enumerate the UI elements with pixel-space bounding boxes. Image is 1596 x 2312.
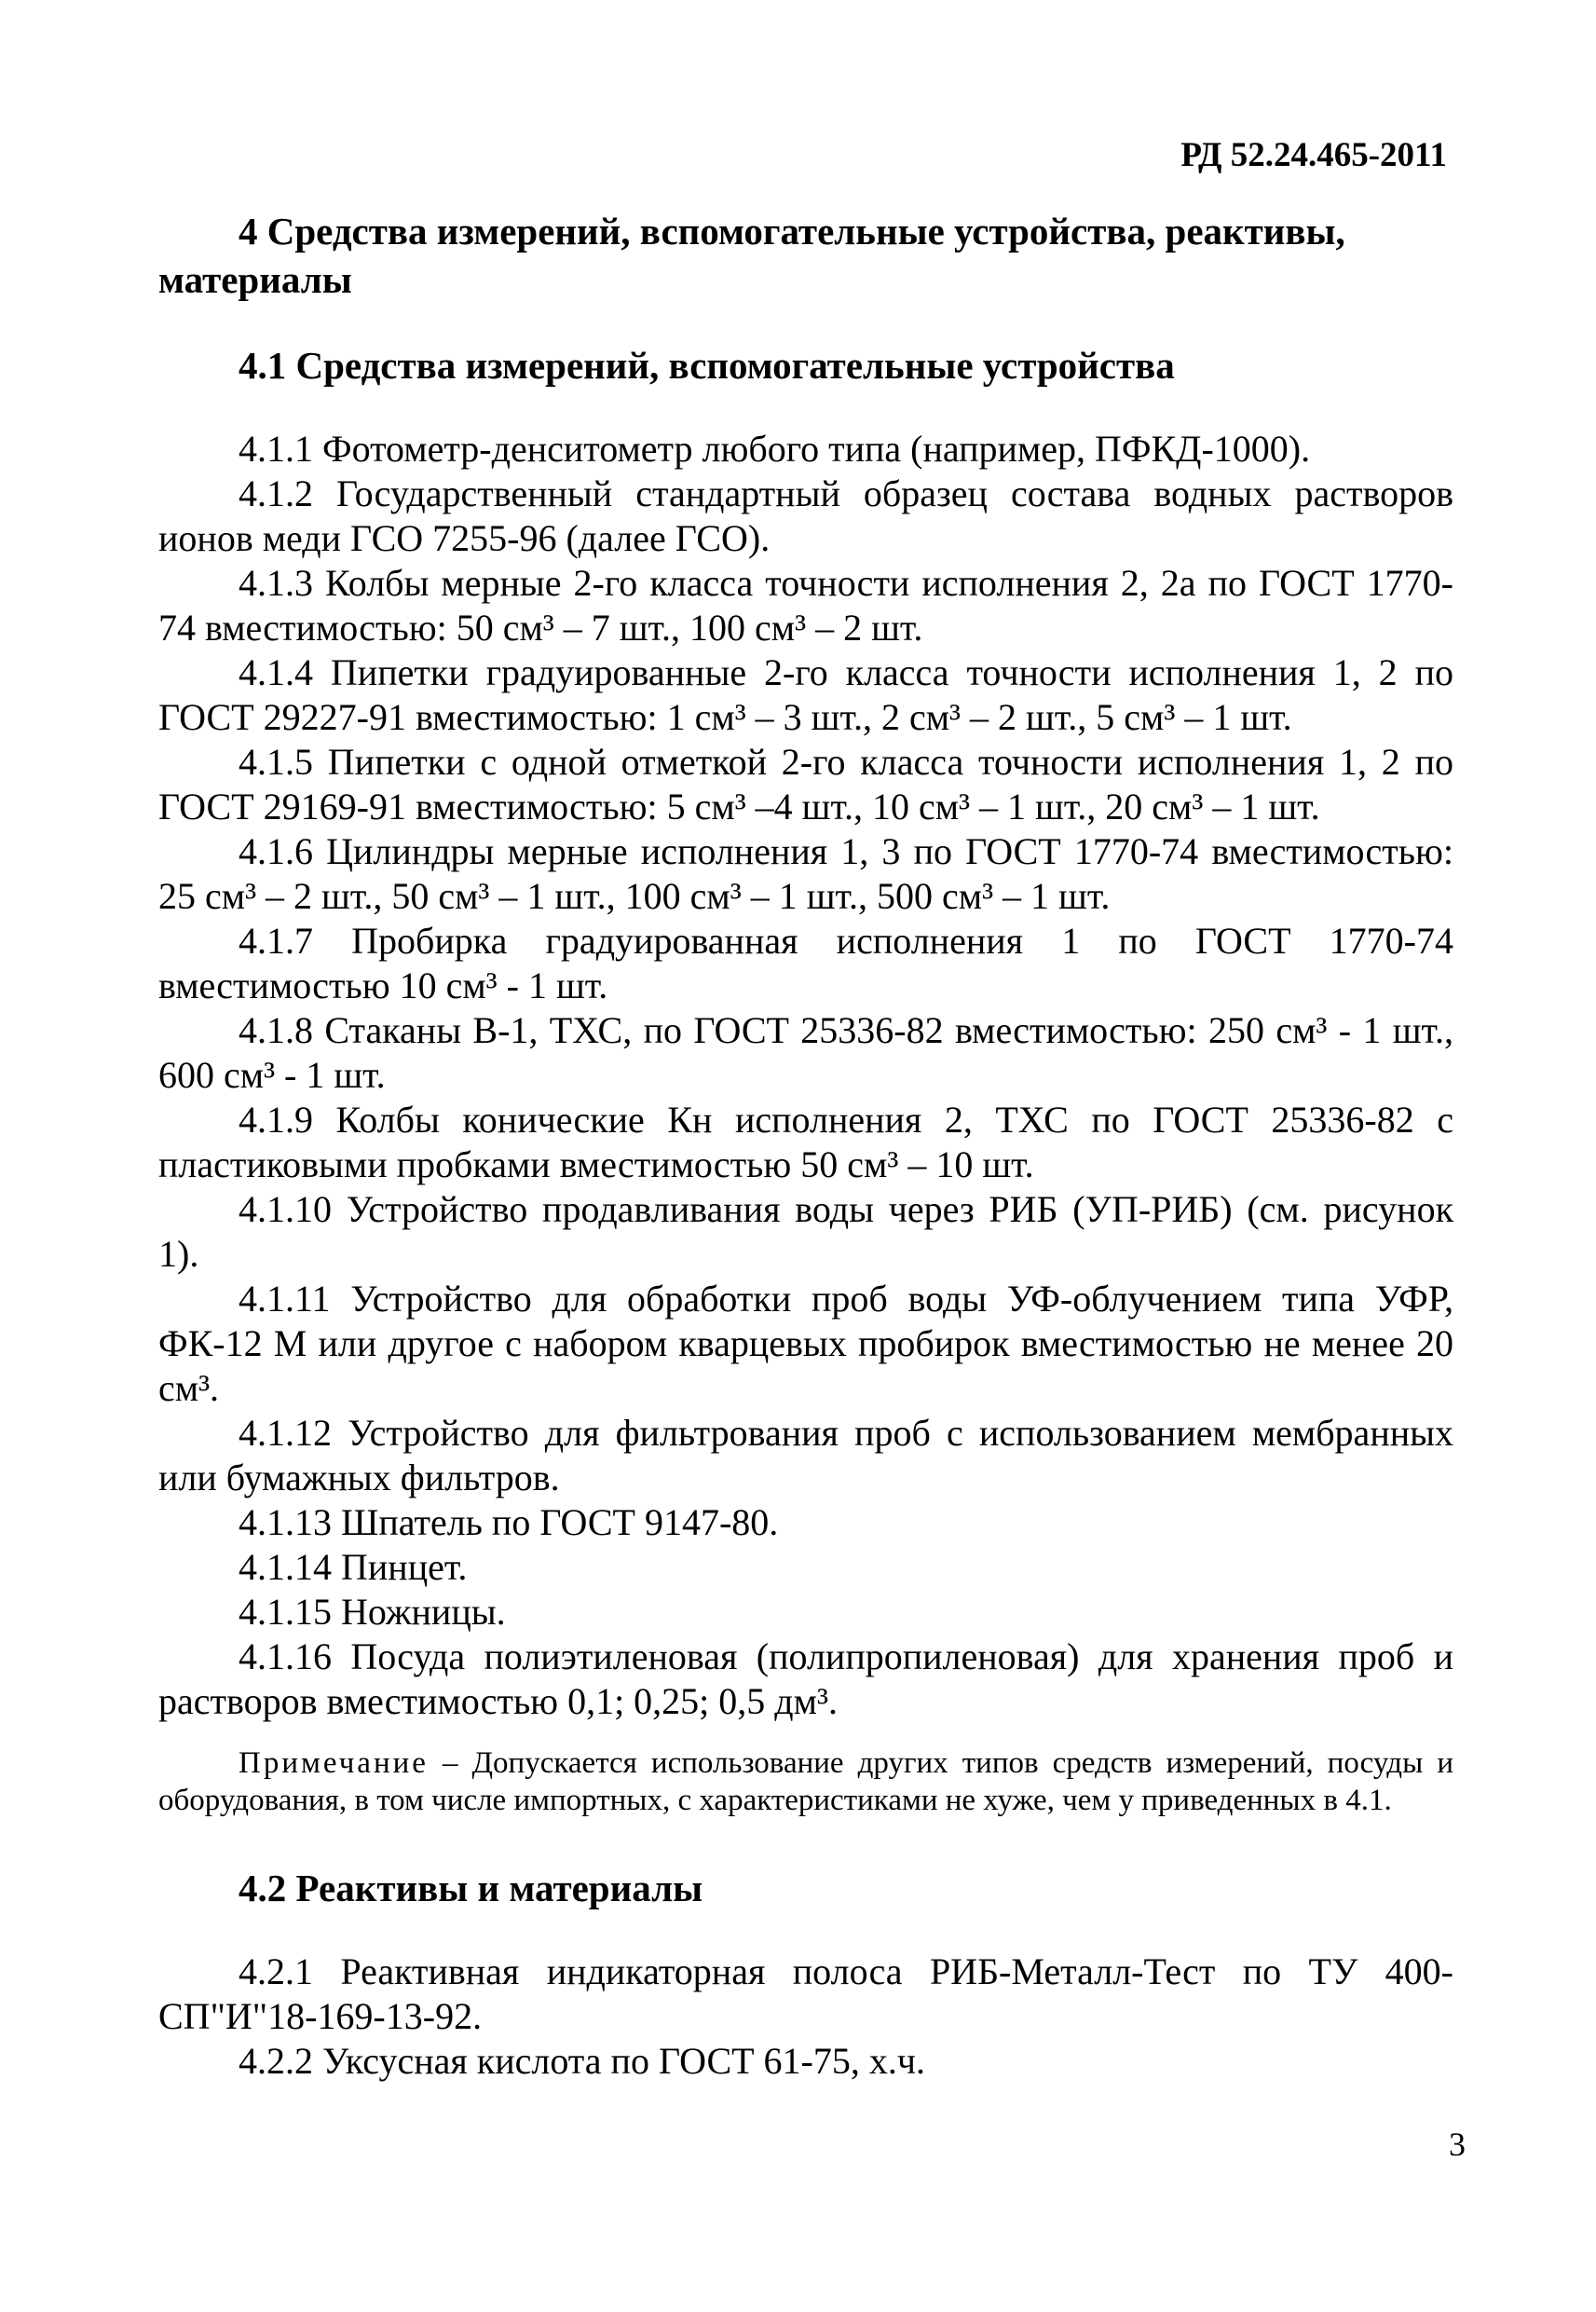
document-code: РД 52.24.465-2011 (1180, 136, 1447, 174)
item-4-1-12: 4.1.12 Устройство для фильтрования проб с использованием мембранных или бумажных фильтров. (158, 1412, 1453, 1498)
item-4-1-3: 4.1.3 Колбы мерные 2-го класса точности исполнения 2, 2а по ГОСТ 1770-74 вместимостью: 50 см³ – 7 шт., 100 см³ – 2 шт. (158, 562, 1453, 649)
item-4-1-4: 4.1.4 Пипетки градуированные 2-го класса точности исполнения 1, 2 по ГОСТ 29227-91 вместимостью: 1 см³ – 3 шт., 2 см³ – 2 шт., 5 см³ – 1 шт. (158, 651, 1453, 738)
item-4-1-16: 4.1.16 Посуда полиэтиленовая (полипропиленовая) для хранения проб и растворов вместимостью 0,1; 0,25; 0,5 дм³. (158, 1635, 1453, 1722)
item-4-1-11: 4.1.11 Устройство для обработки проб воды УФ-облучением типа УФР, ФК-12 М или другое с набором кварцевых пробирок вместимостью не менее 20 см³. (158, 1278, 1453, 1409)
note-text: – Допускается использование других типов средств измерений, посуды и оборудования, в том числе импортных, с характеристиками не хуже, чем у приведенных в 4.1. (158, 1746, 1453, 1817)
item-4-2-1: 4.2.1 Реактивная индикаторная полоса РИБ-Металл-Тест по ТУ 400-СП"И"18-169-13-92. (158, 1950, 1453, 2037)
item-4-1-10: 4.1.10 Устройство продавливания воды через РИБ (УП-РИБ) (см. рисунок 1). (158, 1188, 1453, 1275)
item-4-1-5: 4.1.5 Пипетки с одной отметкой 2-го класса точности исполнения 1, 2 по ГОСТ 29169-91 вместимостью: 5 см³ –4 шт., 10 см³ – 1 шт., 20 см³ – 1 шт. (158, 741, 1453, 828)
item-4-1-9: 4.1.9 Колбы конические Кн исполнения 2, ТХС по ГОСТ 25336-82 с пластиковыми пробками вместимостью 50 см³ – 10 шт. (158, 1099, 1453, 1185)
item-4-1-8: 4.1.8 Стаканы В-1, ТХС, по ГОСТ 25336-82 вместимостью: 250 см³ - 1 шт., 600 см³ - 1 шт. (158, 1009, 1453, 1096)
item-4-1-13: 4.1.13 Шпатель по ГОСТ 9147-80. (239, 1501, 779, 1543)
subsection-4-1-heading: 4.1 Средства измерений, вспомогательные устройства (239, 344, 1175, 387)
subsection-4-2-heading: 4.2 Реактивы и материалы (239, 1867, 703, 1909)
item-4-1-14: 4.1.14 Пинцет. (239, 1546, 468, 1588)
item-4-1-7: 4.1.7 Пробирка градуированная исполнения 1 по ГОСТ 1770-74 вместимостью 10 см³ - 1 шт. (158, 920, 1453, 1006)
section-4-heading: 4 Средства измерений, вспомогательные устройства, реактивы, материалы (158, 210, 1345, 301)
note-label: Примечание (239, 1746, 429, 1780)
item-4-1-1: 4.1.1 Фотометр-денситометр любого типа (например, ПФКД-1000). (239, 428, 1311, 470)
item-4-1-6: 4.1.6 Цилиндры мерные исполнения 1, 3 по ГОСТ 1770-74 вместимостью: 25 см³ – 2 шт., 50 см³ – 1 шт., 100 см³ – 1 шт., 500 см³ – 1 шт. (158, 830, 1453, 917)
item-4-1-2: 4.1.2 Государственный стандартный образец состава водных растворов ионов меди ГСО 7255-96 (далее ГСО). (158, 472, 1453, 559)
page-number: 3 (1449, 2126, 1466, 2163)
item-4-2-2: 4.2.2 Уксусная кислота по ГОСТ 61-75, х.ч. (239, 2040, 925, 2082)
note (158, 1744, 1453, 1819)
page-content (158, 207, 1453, 2084)
item-4-1-15: 4.1.15 Ножницы. (239, 1591, 506, 1633)
